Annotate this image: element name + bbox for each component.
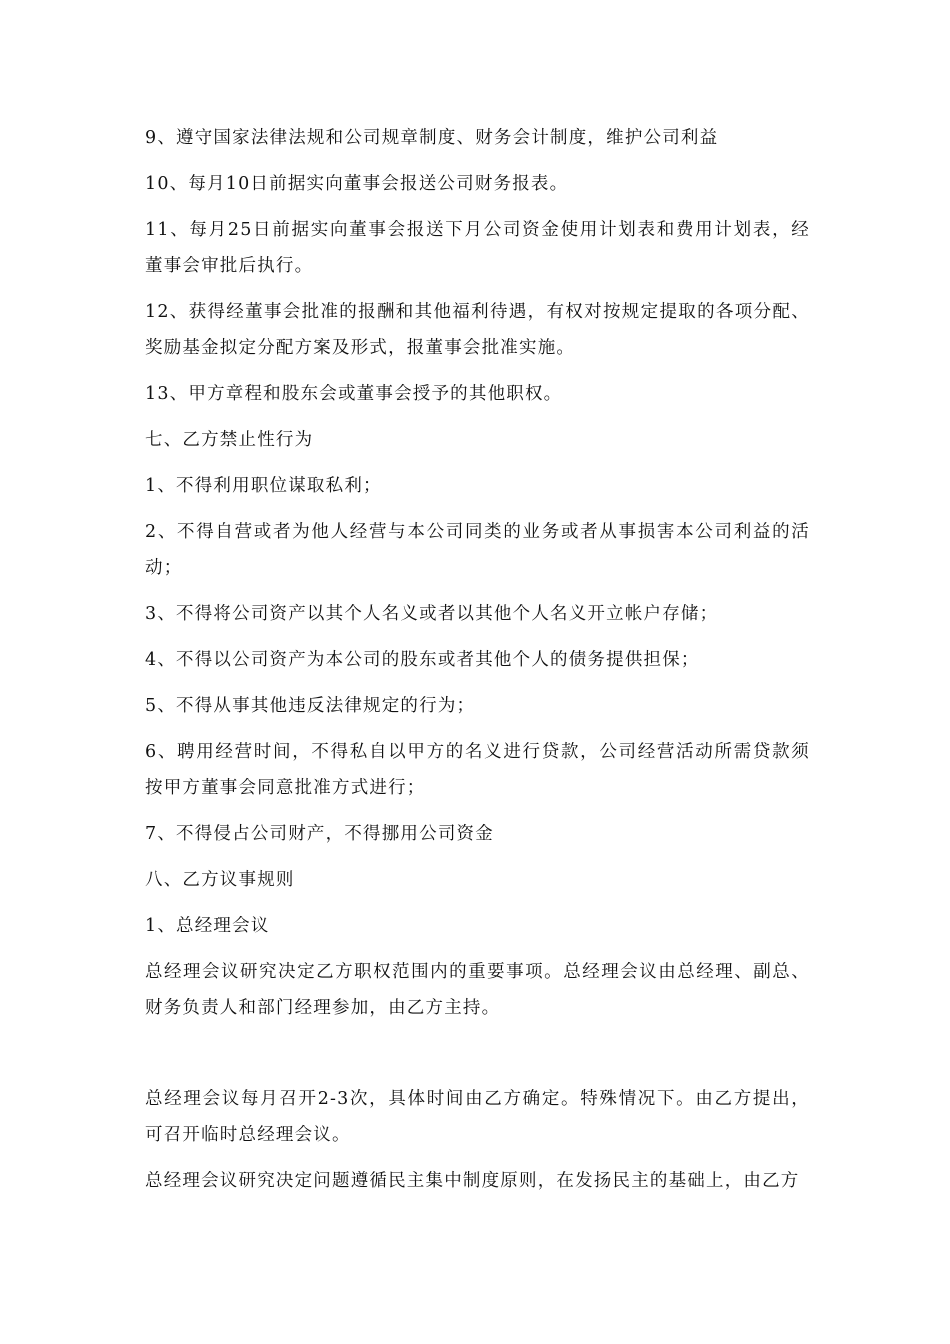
prohibition-item-3: 3、不得将公司资产以其个人名义或者以其他个人名义开立帐户存储； (145, 604, 719, 624)
paragraph-item-10: 10、每月10日前据实向董事会报送公司财务报表。 (145, 174, 569, 194)
meeting-paragraph-1: 总经理会议研究决定乙方职权范围内的重要事项。总经理会议由总经理、副总、财务负责人和部门经理参加，由乙方主持。 (145, 962, 810, 1018)
paragraph-item-9: 9、遵守国家法律法规和公司规章制度、财务会计制度，维护公司利益 (145, 128, 719, 148)
section-heading-8: 八、乙方议事规则 (145, 870, 295, 890)
prohibition-item-4: 4、不得以公司资产为本公司的股东或者其他个人的债务提供担保； (145, 650, 700, 670)
meeting-paragraph-2: 总经理会议每月召开2-3次，具体时间由乙方确定。特殊情况下。由乙方提出，可召开临时总经理会议。 (145, 1089, 810, 1145)
paragraph-item-12: 12、获得经董事会批准的报酬和其他福利待遇，有权对按规定提取的各项分配、奖励基金拟定分配方案及形式，报董事会批准实施。 (145, 302, 810, 358)
paragraph-item-13: 13、甲方章程和股东会或董事会授予的其他职权。 (145, 384, 563, 404)
prohibition-item-1: 1、不得利用职位谋取私利； (145, 476, 382, 496)
paragraph-gap (145, 1036, 810, 1081)
document-body (145, 120, 810, 1209)
meeting-paragraph-3: 总经理会议研究决定问题遵循民主集中制度原则，在发扬民主的基础上，由乙方 (145, 1171, 800, 1191)
section-heading-7: 七、乙方禁止性行为 (145, 430, 314, 450)
prohibition-item-7: 7、不得侵占公司财产，不得挪用公司资金 (145, 824, 494, 844)
prohibition-item-2: 2、不得自营或者为他人经营与本公司同类的业务或者从事损害本公司利益的活动； (145, 522, 810, 578)
subsection-heading-1: 1、总经理会议 (145, 916, 270, 936)
prohibition-item-5: 5、不得从事其他违反法律规定的行为； (145, 696, 476, 716)
paragraph-item-11: 11、每月25日前据实向董事会报送下月公司资金使用计划表和费用计划表，经董事会审批后执行。 (145, 220, 810, 276)
prohibition-item-6: 6、聘用经营时间，不得私自以甲方的名义进行贷款，公司经营活动所需贷款须按甲方董事会同意批准方式进行； (145, 742, 810, 798)
